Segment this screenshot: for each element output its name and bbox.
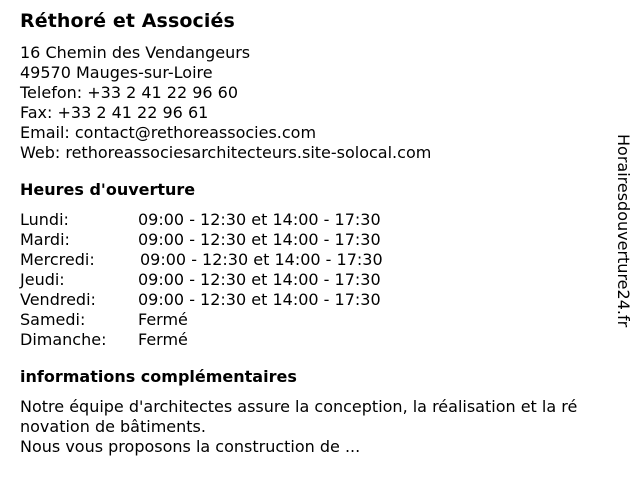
hours-value: 09:00 - 12:30 et 14:00 - 17:30: [138, 290, 381, 309]
opening-hours-heading: Heures d'ouverture: [20, 180, 196, 199]
hours-value: 09:00 - 12:30 et 14:00 - 17:30: [138, 270, 381, 289]
opening-hours-table: [20, 210, 590, 350]
hours-row: [20, 330, 590, 350]
fax-number: Fax: +33 2 41 22 96 61: [20, 103, 209, 122]
hours-day: Samedi:: [20, 310, 86, 329]
hours-value: Fermé: [138, 330, 188, 349]
hours-value: 09:00 - 12:30 et 14:00 - 17:30: [138, 210, 381, 229]
business-card: [20, 8, 590, 457]
hours-day: Lundi:: [20, 210, 69, 229]
additional-info-heading: informations complémentaires: [20, 367, 297, 386]
hours-day: Dimanche:: [20, 330, 107, 349]
phone-number: Telefon: +33 2 41 22 96 60: [20, 83, 239, 102]
hours-row: [20, 290, 590, 310]
hours-row: [20, 230, 590, 250]
description-paragraph: Nous vous proposons la construction de ...: [20, 437, 361, 456]
hours-value: 09:00 - 12:30 et 14:00 - 17:30: [140, 250, 383, 269]
company-name: Réthoré et Associés: [20, 10, 235, 32]
hours-day: Mercredi:: [20, 250, 95, 269]
address-street: 16 Chemin des Vendangeurs: [20, 43, 251, 62]
hours-row: [20, 210, 590, 230]
address-city: 49570 Mauges-sur-Loire: [20, 63, 213, 82]
site-watermark: Horairesdouverture24.fr: [614, 134, 633, 328]
hours-day: Mardi:: [20, 230, 70, 249]
description-text: [20, 397, 580, 457]
email-address: Email: contact@rethoreassocies.com: [20, 123, 317, 142]
website-address: Web: rethoreassociesarchitecteurs.site-solocal.com: [20, 143, 432, 162]
hours-row: [20, 270, 590, 290]
description-paragraph: Notre équipe d'architectes assure la conception, la réalisation et la rénovation de bâtiments.: [20, 397, 578, 436]
hours-row: [20, 310, 590, 330]
hours-value: 09:00 - 12:30 et 14:00 - 17:30: [138, 230, 381, 249]
contact-block: [20, 43, 590, 163]
hours-day: Vendredi:: [20, 290, 96, 309]
hours-day: Jeudi:: [20, 270, 65, 289]
hours-value: Fermé: [138, 310, 188, 329]
hours-row: [20, 250, 590, 270]
